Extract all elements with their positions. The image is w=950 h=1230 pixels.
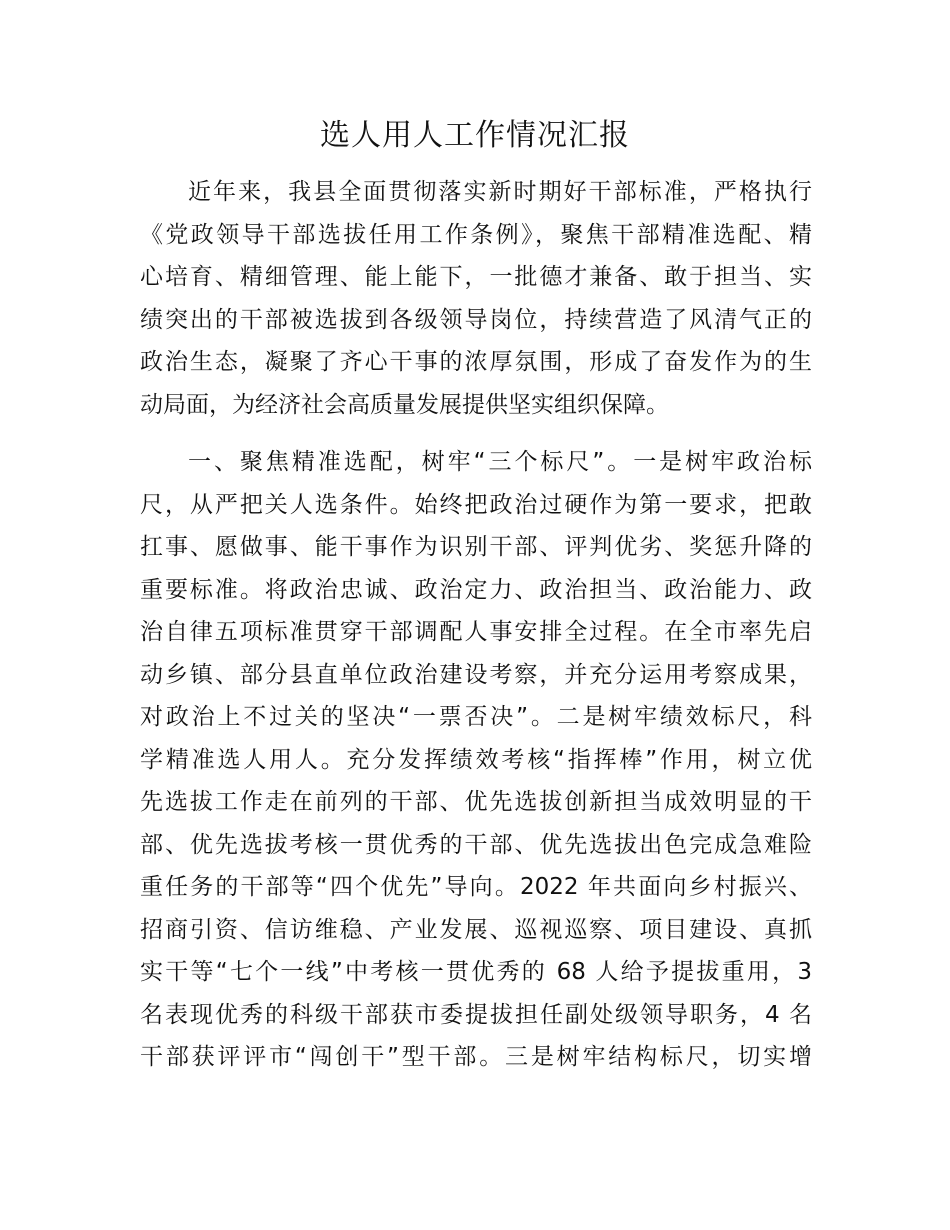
paragraph-section-one bbox=[140, 441, 812, 1079]
text-line: 招商引资、信访维稳、产业发展、巡视巡察、项目建设、真抓 bbox=[140, 916, 812, 943]
text-line: 重任务的干部等“四个优先”导向。2022 年共面向乡村振兴、 bbox=[140, 874, 812, 900]
text-line: 先选拔工作走在前列的干部、优先选拔创新担当成效明显的干 bbox=[140, 789, 812, 815]
document-title: 选人用人工作情况汇报 bbox=[320, 118, 630, 153]
text-line: 尺，从严把关人选条件。始终把政治过硬作为第一要求，把敢 bbox=[140, 491, 812, 518]
text-line: 部、优先选拔考核一贯优秀的干部、优先选拔出色完成急难险 bbox=[140, 831, 812, 858]
text-line: 对政治上不过关的坚决“一票否决”。二是树牢绩效标尺，科 bbox=[140, 704, 812, 730]
text-line: 近年来，我县全面贯彻落实新时期好干部标准，严格执行 bbox=[188, 179, 812, 205]
text-line: 治自律五项标准贯穿干部调配人事安排全过程。在全市率先启 bbox=[140, 619, 812, 645]
text-line: 学精准选人用人。充分发挥绩效考核“指挥棒”作用，树立优 bbox=[140, 746, 812, 773]
text-line: 名表现优秀的科级干部获市委提拔担任副处级领导职务，4 名 bbox=[140, 1001, 812, 1028]
text-line: 动乡镇、部分县直单位政治建设考察，并充分运用考察成果， bbox=[140, 661, 812, 688]
text-line: 重要标准。将政治忠诚、政治定力、政治担当、政治能力、政 bbox=[140, 576, 812, 603]
paragraph-intro bbox=[140, 171, 812, 426]
text-line: 实干等“七个一线”中考核一贯优秀的 68 人给予提拔重用，3 bbox=[140, 959, 812, 985]
text-line: 干部获评评市“闯创干”型干部。三是树牢结构标尺，切实增 bbox=[140, 1044, 812, 1070]
text-line: 扛事、愿做事、能干事作为识别干部、评判优劣、奖惩升降的 bbox=[140, 534, 812, 560]
text-line: 心培育、精细管理、能上能下，一批德才兼备、敢于担当、实 bbox=[140, 264, 812, 290]
text-line: 一、聚焦精准选配，树牢“三个标尺”。一是树牢政治标 bbox=[188, 449, 812, 475]
text-line: 《党政领导干部选拔任用工作条例》，聚焦干部精准选配、精 bbox=[140, 221, 812, 248]
text-line: 政治生态，凝聚了齐心干事的浓厚氛围，形成了奋发作为的生 bbox=[140, 349, 812, 375]
text-line: 动局面，为经济社会高质量发展提供坚实组织保障。 bbox=[140, 391, 669, 418]
text-line: 绩突出的干部被选拔到各级领导岗位，持续营造了风清气正的 bbox=[140, 306, 812, 333]
